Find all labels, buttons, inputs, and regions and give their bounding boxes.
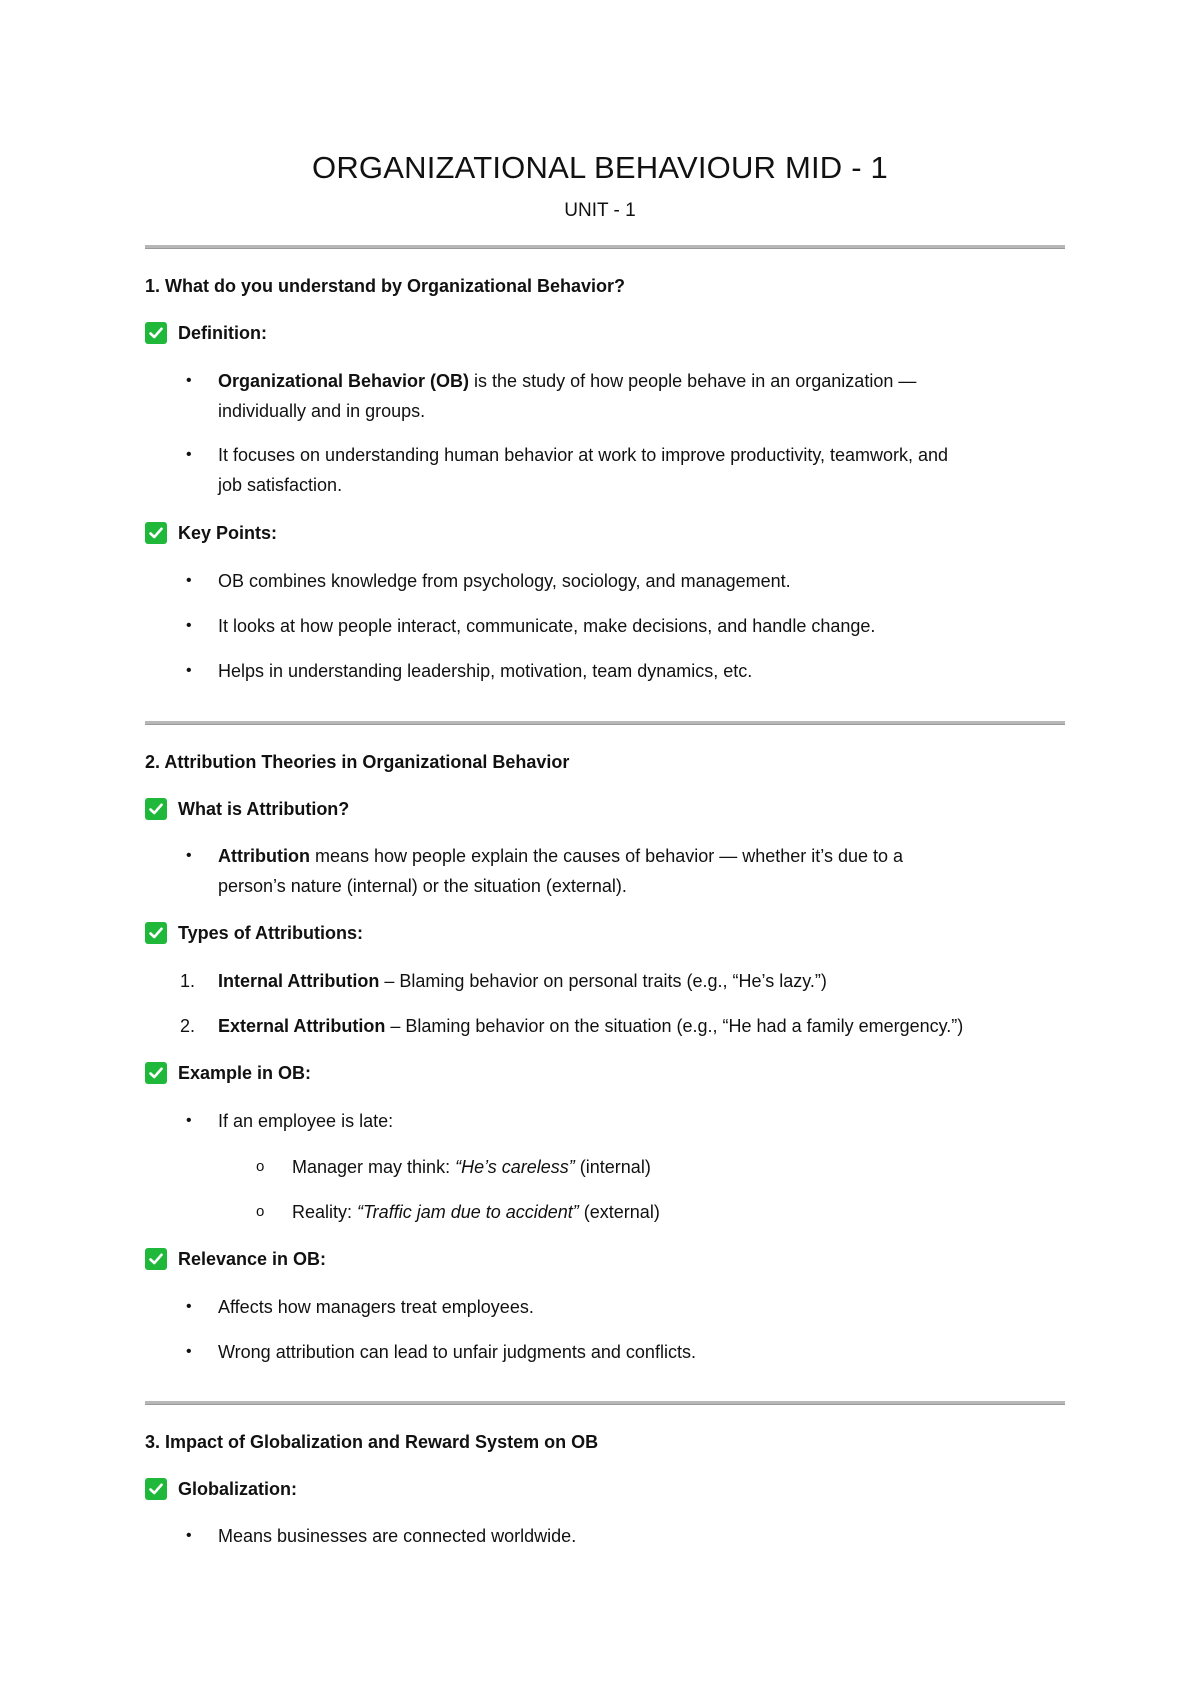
q2-type1-rest: – Blaming behavior on personal traits (e.g., “He’s lazy.”) [379, 971, 827, 991]
list-number: 2. [180, 1016, 196, 1036]
q2-relevance-1: Affects how managers treat employees. [218, 1297, 534, 1317]
q2-what-label: What is Attribution? [178, 798, 350, 819]
q1-definition-bullet-2 [218, 440, 1068, 500]
q2-example-1b [292, 1197, 1062, 1227]
horizontal-rule [145, 721, 1065, 725]
q1-heading: 1. What do you understand by Organizational Behavior? [145, 276, 626, 296]
q2-ex1b-italic: “Traffic jam due to accident” [357, 1202, 579, 1222]
q1-definition-label: Definition: [178, 322, 267, 343]
horizontal-rule [145, 1401, 1065, 1405]
q1-def-b1-line1: is the study of how people behave in an organization — [469, 371, 917, 391]
check-box-icon [145, 1062, 167, 1084]
q2-example-label-row [145, 1062, 311, 1084]
check-box-icon [145, 922, 167, 944]
q2-types-label: Types of Attributions: [178, 922, 363, 943]
q1-def-b1-bold: Organizational Behavior (OB) [218, 371, 470, 391]
q2-ex1a-pre: Manager may think: [292, 1157, 456, 1177]
q2-example-1: If an employee is late: [218, 1111, 394, 1131]
q2-ex1b-post: (external) [578, 1202, 660, 1222]
q1-keypoint-1: OB combines knowledge from psychology, sociology, and management. [218, 571, 791, 591]
q2-ex1b-pre: Reality: [292, 1202, 358, 1222]
check-box-icon [145, 522, 167, 544]
bullet-icon: • [186, 1343, 192, 1360]
q2-types-label-row [145, 922, 363, 944]
q2-ex1a-post: (internal) [574, 1157, 651, 1177]
q3-heading: 3. Impact of Globalization and Reward System on OB [145, 1432, 599, 1452]
check-box-icon [145, 322, 167, 344]
q1-keypoints-label-row [145, 522, 277, 544]
bullet-icon: • [186, 847, 192, 864]
bullet-icon: • [186, 446, 192, 463]
bullet-icon: • [186, 1298, 192, 1315]
horizontal-rule [145, 245, 1065, 249]
sub-bullet-icon: o [256, 1203, 265, 1220]
q3-globalization-label: Globalization: [178, 1478, 297, 1499]
q2-what-b1-bold: Attribution [218, 846, 310, 866]
q1-keypoints-label: Key Points: [178, 522, 278, 543]
q2-relevance-label-row [145, 1248, 326, 1270]
q2-type-1 [218, 966, 1068, 996]
bullet-icon: • [186, 617, 192, 634]
list-number: 1. [180, 971, 196, 991]
q1-definition-label-row [145, 322, 267, 344]
q1-def-b1-line2: individually and in groups. [218, 401, 426, 421]
q2-heading: 2. Attribution Theories in Organizational Behavior [145, 752, 570, 772]
bullet-icon: • [186, 372, 192, 389]
q2-relevance-2: Wrong attribution can lead to unfair judgments and conflicts. [218, 1342, 696, 1362]
check-box-icon [145, 798, 167, 820]
q2-what-label-row [145, 798, 349, 820]
q2-type1-bold: Internal Attribution [218, 971, 380, 991]
q1-def-b2-line1: It focuses on understanding human behavior at work to improve productivity, teamwork, and [218, 445, 949, 465]
q3-globalization-1: Means businesses are connected worldwide. [218, 1526, 577, 1546]
document-subtitle: UNIT - 1 [564, 200, 636, 221]
q1-def-b2-line2: job satisfaction. [218, 475, 343, 495]
bullet-icon: • [186, 662, 192, 679]
bullet-icon: • [186, 1112, 192, 1129]
q2-type2-bold: External Attribution [218, 1016, 386, 1036]
q2-example-1a [292, 1152, 1062, 1182]
sub-bullet-icon: o [256, 1158, 265, 1175]
q2-what-b1-line2: person’s nature (internal) or the situation (external). [218, 876, 627, 896]
bullet-icon: • [186, 1527, 192, 1544]
q1-keypoint-3: Helps in understanding leadership, motivation, team dynamics, etc. [218, 661, 753, 681]
document-title: ORGANIZATIONAL BEHAVIOUR MID - 1 [312, 150, 888, 185]
q2-relevance-label: Relevance in OB: [178, 1248, 327, 1269]
q2-ex1a-italic: “He’s careless” [455, 1157, 575, 1177]
q2-what-bullet-1 [218, 841, 1068, 901]
q1-keypoint-2: It looks at how people interact, communicate, make decisions, and handle change. [218, 616, 876, 636]
q3-globalization-label-row [145, 1478, 297, 1500]
q1-definition-bullet-1 [218, 366, 1068, 426]
q2-example-label: Example in OB: [178, 1062, 312, 1083]
bullet-icon: • [186, 572, 192, 589]
check-box-icon [145, 1248, 167, 1270]
q2-what-b1-line1: means how people explain the causes of behavior — whether it’s due to a [309, 846, 904, 866]
q2-type-2 [218, 1011, 1068, 1041]
q2-type2-rest: – Blaming behavior on the situation (e.g., “He had a family emergency.”) [385, 1016, 964, 1036]
check-box-icon [145, 1478, 167, 1500]
